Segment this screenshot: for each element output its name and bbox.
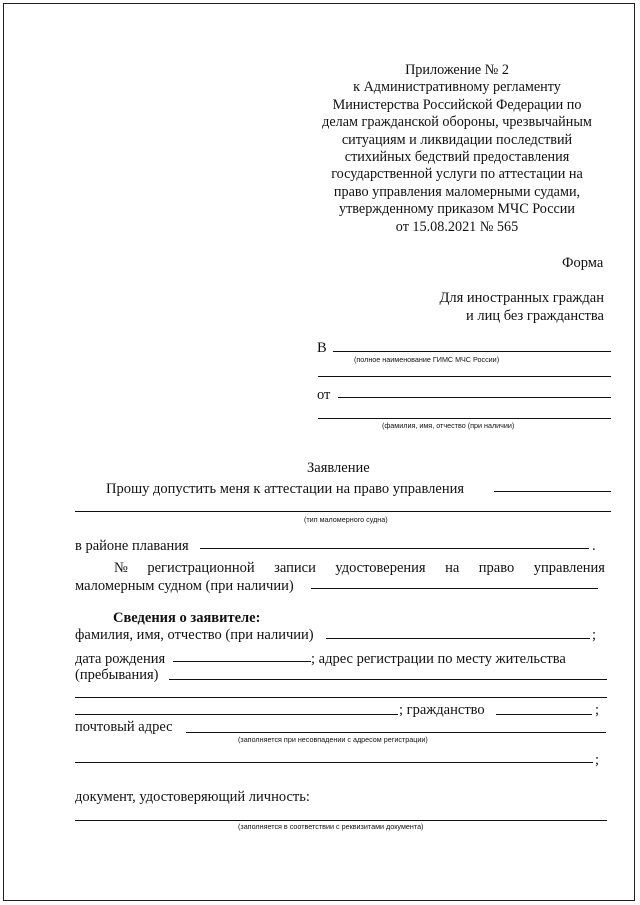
postal-label: почтовый адрес <box>75 719 173 735</box>
from-prefix: от <box>317 387 331 403</box>
from-field-line[interactable] <box>338 397 611 398</box>
vessel-caption: (тип маломерного судна) <box>304 515 388 524</box>
fio-field-line[interactable] <box>326 638 590 639</box>
dob-field-line[interactable] <box>173 661 311 662</box>
appendix-line: к Административному регламенту <box>353 79 561 96</box>
document-field-line[interactable] <box>75 820 607 821</box>
registration-field-line[interactable] <box>311 588 598 589</box>
dob-label: дата рождения <box>75 651 166 667</box>
postal-field-line[interactable] <box>186 732 606 733</box>
stay-label: (пребывания) <box>75 667 159 683</box>
document-label: документ, удостоверяющий личность: <box>75 789 310 805</box>
to-field-line-2[interactable] <box>318 376 611 377</box>
appendix-line: стихийных бедствий предоставления <box>344 149 570 166</box>
document-caption: (заполняется в соответствии с реквизитами документа) <box>238 822 424 831</box>
registration-line-2: маломерным судном (при наличии) <box>75 578 294 594</box>
audience-line-2: и лиц без гражданства <box>465 308 604 324</box>
registration-line <box>75 560 605 577</box>
postal-caption: (заполняется при несовпадении с адресом регистрации) <box>238 735 428 744</box>
address-label: ; адрес регистрации по месту жительства <box>311 651 566 667</box>
form-label: Форма <box>562 255 604 271</box>
citizenship-label: ; гражданство <box>399 702 485 718</box>
from-caption: (фамилия, имя, отчество (при наличии) <box>382 421 515 430</box>
reg-word: управления <box>533 560 605 576</box>
address-field-line-2[interactable] <box>75 697 607 698</box>
appendix-line: от 15.08.2021 № 565 <box>395 218 519 235</box>
appendix-line: Приложение № 2 <box>405 62 509 78</box>
to-field-line[interactable] <box>333 351 611 352</box>
vessel-field-line-2[interactable] <box>75 511 611 512</box>
appendix-line: государственной услуги по аттестации на <box>331 166 583 183</box>
appendix-line: ситуациям и ликвидации последствий <box>341 131 573 148</box>
appendix-header <box>300 62 614 236</box>
applicant-heading: Сведения о заявителе: <box>113 610 261 626</box>
citizenship-semicolon: ; <box>595 702 600 718</box>
reg-word: удостоверения <box>335 560 426 576</box>
appendix-line: утвержденному приказом МЧС России <box>339 201 575 218</box>
audience-line-1: Для иностранных граждан <box>439 290 604 306</box>
area-end-dot: . <box>592 538 596 554</box>
address-field-line-3[interactable] <box>75 714 398 715</box>
address-field-line[interactable] <box>169 679 607 680</box>
to-prefix: В <box>317 340 327 356</box>
appendix-line: делам гражданской обороны, чрезвычайным <box>322 114 592 131</box>
postal-field-line-2[interactable] <box>75 762 593 763</box>
appendix-line: право управления маломерными судами, <box>333 183 581 200</box>
reg-word: регистрационной <box>147 560 255 576</box>
reg-word: право <box>478 560 515 576</box>
fio-label: фамилия, имя, отчество (при наличии) <box>75 627 314 643</box>
postal-semicolon: ; <box>595 752 600 768</box>
to-caption: (полное наименование ГИМС МЧС России) <box>354 355 500 364</box>
appendix-line: Министерства Российской Федерации по <box>332 96 582 113</box>
request-text: Прошу допустить меня к аттестации на право управления <box>106 481 465 497</box>
reg-word: на <box>445 560 460 576</box>
reg-word: № <box>114 560 128 576</box>
fio-semicolon: ; <box>592 627 597 643</box>
area-label: в районе плавания <box>75 538 189 554</box>
from-field-line-2[interactable] <box>318 418 611 419</box>
citizenship-field-line[interactable] <box>496 714 592 715</box>
reg-word: записи <box>274 560 316 576</box>
area-field-line[interactable] <box>200 548 589 549</box>
vessel-field-line[interactable] <box>494 491 611 492</box>
statement-title: Заявление <box>307 460 370 476</box>
